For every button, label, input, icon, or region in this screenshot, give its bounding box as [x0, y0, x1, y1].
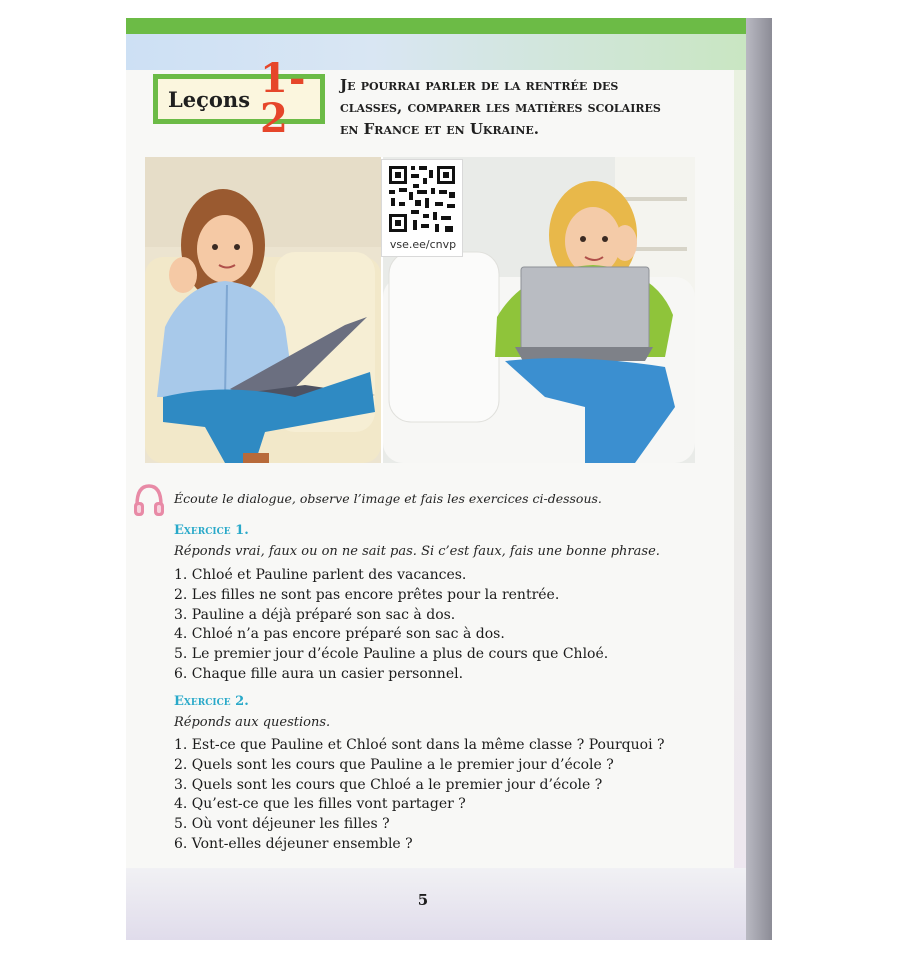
- qr-code-card[interactable]: [381, 159, 463, 257]
- lesson-badge: [153, 55, 325, 142]
- exercise-2-item: 4. Qu’est-ce que les filles vont partager ?: [174, 796, 466, 813]
- textbook-page: [126, 18, 746, 940]
- exercise-1-item: 5. Le premier jour d’école Pauline a plus de cours que Chloé.: [174, 646, 609, 663]
- page-edge-shadow: [746, 18, 772, 940]
- exercise-1-item: 3. Pauline a déjà préparé son sac à dos.: [174, 606, 456, 623]
- exercise-1-item: 1. Chloé et Pauline parlent des vacances.: [174, 567, 467, 583]
- left-girl-eye: [234, 244, 240, 250]
- exercise-2-item: 5. Où vont déjeuner les filles ?: [174, 816, 390, 833]
- exercise-1-list: [174, 566, 714, 685]
- objective-line: classes, comparer les matières scolaires: [340, 98, 661, 116]
- lesson-number: 1-2: [260, 55, 307, 142]
- exercise-2-list: [174, 736, 714, 855]
- exercise-1-item: 4. Chloé n’a pas encore préparé son sac à dos.: [174, 626, 505, 643]
- exercise-2-item: 1. Est-ce que Pauline et Chloé sont dans la même classe ? Pourquoi ?: [174, 737, 665, 753]
- lesson-objective: [340, 74, 720, 140]
- exercise-2-item: 2. Quels sont les cours que Pauline a le premier jour d’école ?: [174, 756, 614, 773]
- side-color-strip: [734, 70, 746, 890]
- objective-line: en France et en Ukraine.: [340, 120, 539, 138]
- right-laptop: [521, 267, 649, 349]
- exercise-1-item: 2. Les filles ne sont pas encore prêtes pour la rentrée.: [174, 586, 560, 603]
- exercise-1-title: Exercice 1.: [174, 523, 249, 538]
- right-girl-eye: [602, 236, 608, 242]
- lesson-word: Leçons: [168, 86, 251, 112]
- left-girl-shoe: [243, 453, 269, 463]
- top-green-band: [126, 18, 746, 34]
- headphones-icon[interactable]: [132, 481, 166, 521]
- top-gradient-band: [126, 34, 746, 70]
- right-cushion: [389, 252, 499, 422]
- page-number: 5: [417, 891, 429, 909]
- objective-line: Je pourrai parler de la rentrée des: [340, 76, 619, 94]
- qr-code-icon: [382, 162, 462, 238]
- listening-instruction: Écoute le dialogue, observe l’image et fais les exercices ci-dessous.: [174, 491, 602, 506]
- exercise-2-item: 6. Vont-elles déjeuner ensemble ?: [174, 835, 413, 852]
- left-girl-eye: [212, 244, 218, 250]
- lesson-badge-inner: [158, 55, 320, 142]
- left-girl-face: [197, 215, 253, 283]
- exercise-2-item: 3. Quels sont les cours que Chloé a le premier jour d’école ?: [174, 776, 603, 793]
- right-girl-face: [565, 207, 621, 275]
- exercise-2-subtitle: Réponds aux questions.: [174, 715, 331, 730]
- qr-link-text[interactable]: vse.ee/cnvp: [389, 238, 457, 251]
- right-shelf-board: [623, 197, 687, 201]
- exercise-1-subtitle: Réponds vrai, faux ou on ne sait pas. Si c’est faux, fais une bonne phrase.: [174, 544, 660, 559]
- right-girl-hand: [613, 225, 637, 261]
- right-girl-eye: [580, 236, 586, 242]
- exercise-1-item: 6. Chaque fille aura un casier personnel.: [174, 665, 464, 682]
- exercise-2-title: Exercice 2.: [174, 694, 249, 709]
- left-girl-hand: [169, 257, 197, 293]
